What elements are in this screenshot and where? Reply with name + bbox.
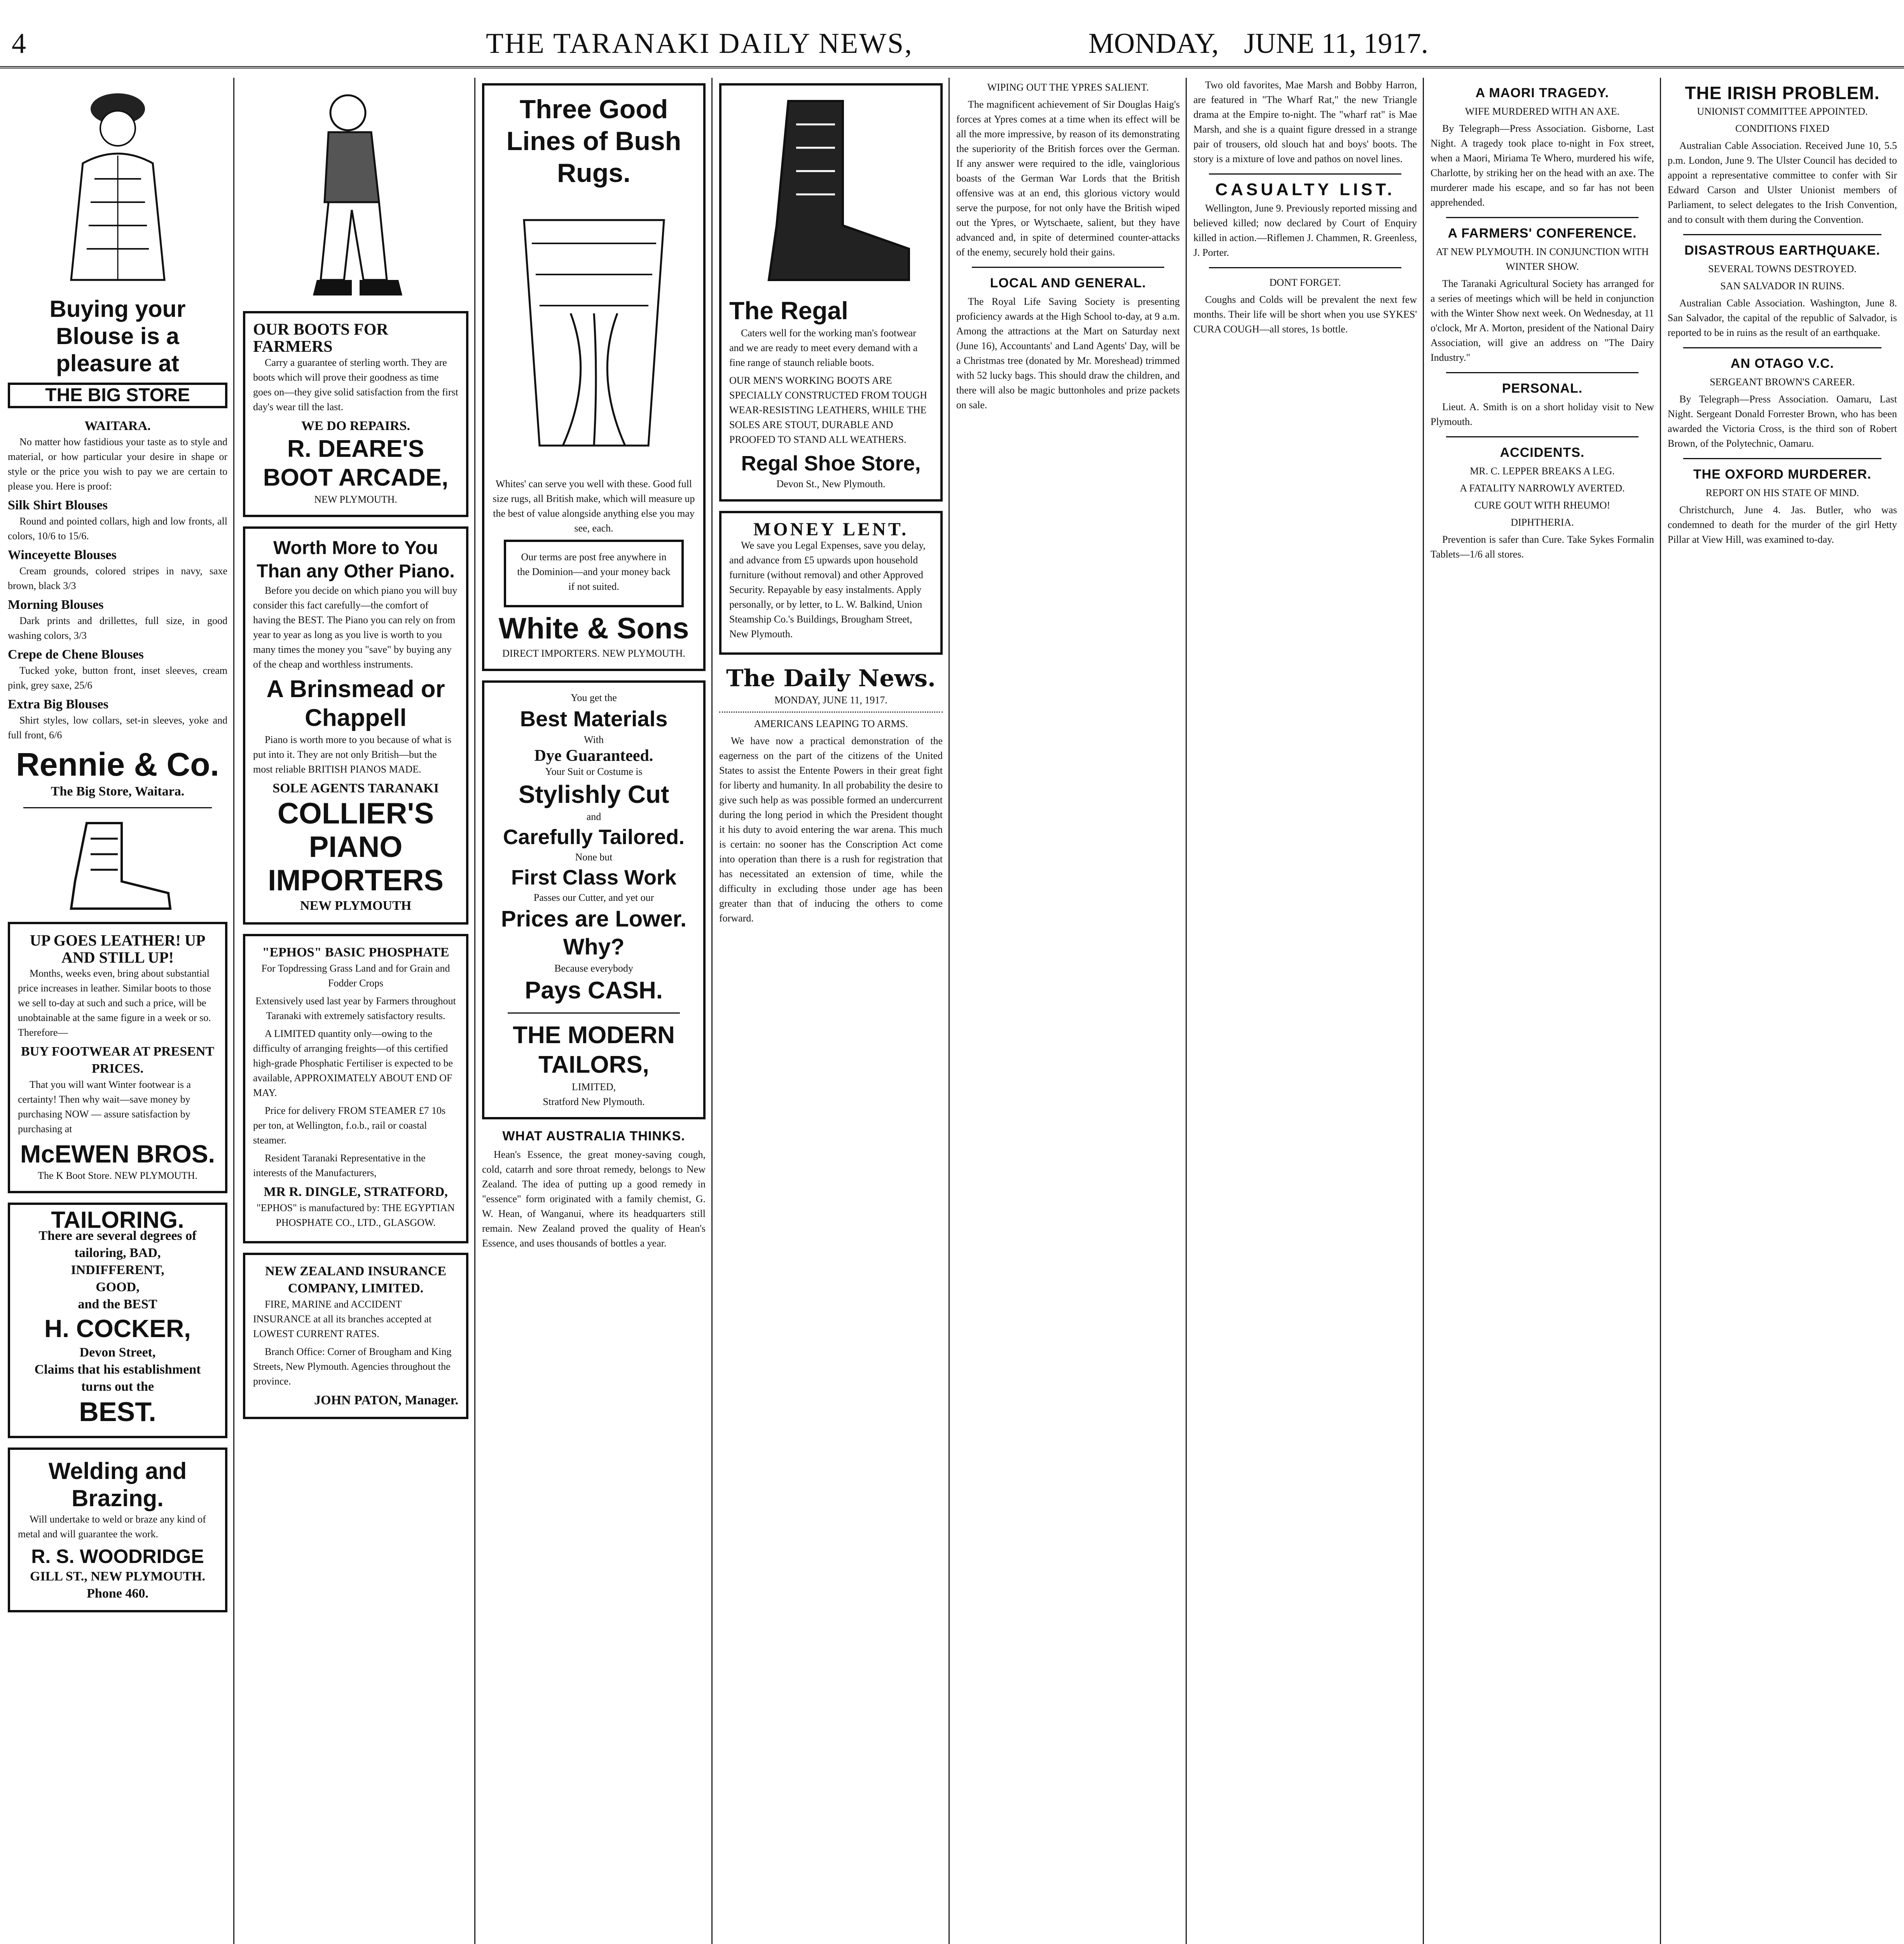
column-8 bbox=[1668, 78, 1897, 1944]
fatality-subhead: A FATALITY NARROWLY AVERTED. bbox=[1460, 483, 1625, 494]
phosphate-rep: MR R. DINGLE, STRATFORD, bbox=[264, 1185, 448, 1199]
tailors-because: Because everybody bbox=[554, 963, 633, 974]
tailoring-line: and the BEST bbox=[78, 1297, 157, 1311]
cocker-claim: Claims that his establishment turns out the bbox=[34, 1362, 201, 1394]
modern-tailors-address: Stratford New Plymouth. bbox=[543, 1096, 645, 1107]
woodridge-address: GILL ST., NEW PLYMOUTH. Phone 460. bbox=[30, 1569, 205, 1601]
cocker-street: Devon Street, bbox=[79, 1345, 156, 1360]
local-general-body: The Royal Life Saving Society is presenting proficiency awards at the High School to-day, at 9 a.m. Among the attractions at the Mart on Saturday next (June 16), Accountants' and Land Agents' Day, will be a Christmas tree (donated by Mr. Moreshead) trimmed with 52 lucky bags. This should draw the children, and there will also be magic buttonholes and prize packets on sale. bbox=[956, 296, 1180, 411]
tailoring-line: INDIFFERENT, bbox=[71, 1263, 164, 1277]
divider bbox=[508, 1012, 680, 1014]
tailors-and: and bbox=[586, 811, 601, 822]
mcewen-firm-sub: The K Boot Store. NEW PLYMOUTH. bbox=[38, 1170, 197, 1181]
column-rule bbox=[711, 78, 713, 1944]
maori-body: By Telegraph—Press Association. Gisborne, Last Night. A tragedy took place to-night in Fox street, when a Maori, Miriama Te Whero, murdered his wife, Charlotte, by striking her on the head with an axe. The murderer made his escape, and so far has not been apprehended. bbox=[1431, 123, 1654, 208]
piano-body2: Piano is worth more to you because of what is put into it. They are not only British—but the most reliable BRITISH PIANOS MADE. bbox=[253, 734, 452, 775]
rheumo-subhead: CURE GOUT WITH RHEUMO! bbox=[1474, 500, 1611, 511]
insurance-ad bbox=[243, 1253, 468, 1419]
diphtheria-subhead: DIPHTHERIA. bbox=[1511, 517, 1574, 528]
tailors-intro: You get the bbox=[571, 692, 617, 703]
divider bbox=[1446, 436, 1638, 437]
column-7 bbox=[1431, 78, 1654, 1944]
farmers-headline: A FARMERS' CONFERENCE. bbox=[1448, 226, 1637, 241]
oxford-murderer-headline: THE OXFORD MURDERER. bbox=[1693, 467, 1872, 482]
white-sons-firm-sub: DIRECT IMPORTERS. NEW PLYMOUTH. bbox=[502, 648, 685, 659]
piano-body: Before you decide on which piano you will buy consider this fact carefully—the comfort of having the BEST. The Piano you can rely on from year to year as long as you live is worth to you many times the money you "save" by buying any of the cheap and worthless instruments. bbox=[253, 585, 458, 670]
phosphate-price: Price for delivery FROM STEAMER £7 10s per ton, at Wellington, f.o.b., rail or coastal steamer. bbox=[253, 1105, 446, 1146]
tailoring-headline: TAILORING. bbox=[51, 1207, 184, 1233]
phosphate-ad bbox=[243, 934, 468, 1243]
welding-ad bbox=[8, 1448, 227, 1612]
divider bbox=[1446, 372, 1638, 373]
column-rule bbox=[474, 78, 475, 1944]
dont-forget-body: Coughs and Colds will be prevalent the next few months. Their life will be short when you use SYKES' CURA COUGH—all stores, 1s bottle. bbox=[1193, 294, 1417, 335]
leather-ad bbox=[8, 922, 227, 1193]
blouse-item-desc: Dark prints and drillettes, full size, in good washing colors, 3/3 bbox=[8, 615, 227, 641]
blouse-item bbox=[8, 596, 227, 643]
leather-headline: UP GOES LEATHER! UP AND STILL UP! bbox=[30, 932, 206, 966]
australia-headline: WHAT AUSTRALIA THINKS. bbox=[502, 1129, 685, 1143]
tailoring-line: tailoring, BAD, bbox=[74, 1246, 161, 1260]
divider bbox=[23, 807, 212, 808]
blouse-item-desc: Round and pointed collars, high and low fronts, all colors, 10/6 to 15/6. bbox=[8, 516, 227, 542]
blouse-item-name: Morning Blouses bbox=[8, 598, 104, 612]
woodridge-firm-name: R. S. WOODRIDGE bbox=[31, 1545, 204, 1567]
bush-rugs-ad bbox=[482, 83, 706, 671]
piano-ad bbox=[243, 526, 468, 925]
insurance-manager: JOHN PATON, Manager. bbox=[314, 1393, 458, 1407]
daily-news-date: MONDAY, JUNE 11, 1917. bbox=[774, 694, 887, 706]
diphtheria-body: Prevention is safer than Cure. Take Sykes Formalin Tablets—1/6 all stores. bbox=[1431, 534, 1654, 560]
editorial-headline: AMERICANS LEAPING TO ARMS. bbox=[754, 718, 908, 729]
tailors-with: With bbox=[584, 734, 604, 745]
blouse-ad-intro: No matter how fastidious your taste as to style and material, or how particular your desire in shape or style or the price you wish to pay we are certain to please you. Here is proof: bbox=[8, 436, 227, 492]
masthead-day: MONDAY, bbox=[1088, 28, 1219, 59]
column-1 bbox=[8, 78, 227, 1944]
blouse-item bbox=[8, 547, 227, 593]
casualty-headline: CASUALTY LIST. bbox=[1215, 180, 1395, 199]
rugs-post: Our terms are post free anywhere in the Dominion—and your money back if not suited. bbox=[517, 551, 671, 592]
earthquake-headline: DISASTROUS EARTHQUAKE. bbox=[1684, 243, 1880, 258]
rugs-headline: Three Good Lines of Bush Rugs. bbox=[506, 94, 681, 188]
column-rule bbox=[1423, 78, 1424, 1944]
piano-brand: A Brinsmead or Chappell bbox=[266, 676, 445, 731]
earthquake-subhead-2: SAN SALVADOR IN RUINS. bbox=[1720, 280, 1845, 292]
column-2 bbox=[243, 78, 468, 1944]
phosphate-body2: Extensively used last year by Farmers throughout Taranaki with extremely satisfactory results. bbox=[255, 995, 456, 1021]
blouse-item-desc: Shirt styles, low collars, set-in sleeves, yoke and full front, 6/6 bbox=[8, 715, 227, 741]
regal-mens: OUR MEN'S WORKING BOOTS ARE SPECIALLY CONSTRUCTED FROM TOUGH WEAR-RESISTING LEATHERS, WHILE THE SOLES ARE STOUT, DURABLE AND PROOFED TO STAND ALL WEATHERS. bbox=[729, 375, 928, 445]
tailoring-line: There are several degrees of bbox=[38, 1229, 197, 1243]
phosphate-manufactured: "EPHOS" is manufactured by: THE EGYPTIAN PHOSPHATE CO., LTD., GLASGOW. bbox=[257, 1202, 455, 1228]
tailors-line6: First Class Work bbox=[511, 866, 677, 889]
tailors-cash: Pays CASH. bbox=[525, 977, 663, 1004]
regal-address: Devon St., New Plymouth. bbox=[776, 478, 886, 489]
irish-subhead: UNIONIST COMMITTEE APPOINTED. bbox=[1697, 106, 1868, 117]
phosphate-headline: "EPHOS" BASIC PHOSPHATE bbox=[262, 945, 449, 960]
tailors-line5: Carefully Tailored. bbox=[503, 825, 685, 849]
insurance-body: FIRE, MARINE and ACCIDENT INSURANCE at all its branches accepted at LOWEST CURRENT RATES. bbox=[253, 1299, 432, 1339]
blouse-item-name: Crepe de Chene Blouses bbox=[8, 647, 144, 662]
maori-headline: A MAORI TRAGEDY. bbox=[1475, 86, 1609, 100]
boot-icon bbox=[746, 93, 917, 295]
insurance-headline: NEW ZEALAND INSURANCE COMPANY, LIMITED. bbox=[265, 1264, 446, 1295]
column-5 bbox=[956, 78, 1180, 1944]
deare-town: NEW PLYMOUTH. bbox=[314, 494, 397, 505]
divider bbox=[1683, 347, 1881, 348]
otago-vc-body: By Telegraph—Press Association. Oamaru, Last Night. Sergeant Donald Forrester Brown, who has been awarded the Victoria Cross, is the third son of Robert Brown, of the Polytechnic, Oamaru. bbox=[1668, 393, 1897, 449]
modern-tailors-ad bbox=[482, 680, 706, 1119]
modern-tailors-firm-name: THE MODERN TAILORS, bbox=[513, 1022, 675, 1078]
money-lent-ad bbox=[719, 511, 943, 655]
leather-call: BUY FOOTWEAR AT PRESENT PRICES. bbox=[21, 1044, 215, 1076]
local-general-headline: LOCAL AND GENERAL. bbox=[990, 276, 1146, 290]
tailors-line4: Stylishly Cut bbox=[518, 780, 669, 808]
big-store-name: THE BIG STORE bbox=[45, 385, 190, 406]
personal-body: Lieut. A. Smith is on a short holiday visit to New Plymouth. bbox=[1431, 401, 1654, 427]
welding-headline: Welding and Brazing. bbox=[48, 1458, 187, 1511]
welding-body: Will undertake to weld or braze any kind of metal and will guarantee the work. bbox=[18, 1514, 206, 1540]
blouse-item bbox=[8, 497, 227, 544]
divider bbox=[1209, 267, 1401, 268]
irish-subhead-2: CONDITIONS FIXED bbox=[1735, 123, 1829, 134]
column-rule bbox=[1186, 78, 1187, 1944]
boots-ad bbox=[243, 311, 468, 517]
column-6 bbox=[1193, 78, 1417, 1944]
boots-headline: OUR BOOTS FOR FARMERS bbox=[253, 321, 388, 356]
tailors-line1: Best Materials bbox=[520, 706, 668, 731]
page-number: 4 bbox=[12, 28, 26, 59]
rennie-firm-name: Rennie & Co. bbox=[16, 746, 219, 783]
divider bbox=[1683, 458, 1881, 459]
piano-agents: SOLE AGENTS TARANAKI bbox=[272, 781, 439, 795]
leather-body: Months, weeks even, bring about substantial price increases in leather. Similar boots to those we sell to-day at such and such a price, will be unobtainable at the same figure in a week or so. Therefore— bbox=[18, 968, 211, 1038]
blouse-item-desc: Cream grounds, colored stripes in navy, saxe brown, black 3/3 bbox=[8, 565, 227, 591]
tailoring-ad bbox=[8, 1203, 227, 1438]
column-4 bbox=[719, 78, 943, 1944]
otago-vc-headline: AN OTAGO V.C. bbox=[1730, 356, 1834, 371]
maori-subhead: WIFE MURDERED WITH AN AXE. bbox=[1465, 106, 1620, 117]
leather-body2: That you will want Winter footwear is a certainty! Then why wait—save money by purchasing NOW — assure satisfaction by purchasing at bbox=[18, 1079, 191, 1135]
white-sons-firm-name: White & Sons bbox=[498, 612, 689, 645]
dont-forget-headline: DONT FORGET. bbox=[1269, 277, 1341, 288]
column-rule bbox=[949, 78, 950, 1944]
accidents-headline: ACCIDENTS. bbox=[1500, 445, 1585, 460]
tailors-why: Why? bbox=[563, 934, 625, 960]
australia-body: Hean's Essence, the great money-saving cough, cold, catarrh and sore throat remedy, belongs to New Zealand. The idea of putting up a good remedy in "essence" form originated with a family chemist, G. W. Hean, of Wanganui, where its headquarters still remain. New Zealand proved the quality of Hean's Essence, and uses thousands of bottles a year. bbox=[482, 1149, 706, 1249]
regal-intro: Caters well for the working man's footwear and we are ready to meet every demand with a fine range of staunch reliable boots. bbox=[729, 327, 918, 368]
tailors-line8: Prices are Lower. bbox=[501, 906, 687, 932]
column-3 bbox=[482, 78, 706, 1944]
casualty-body: Wellington, June 9. Previously reported missing and believed killed; now declared by Court of Enquiry killed in action.—Riflemen J. Chammen, R. Greenless, J. Porter. bbox=[1193, 203, 1417, 258]
collier-firm-name: COLLIER'S PIANO IMPORTERS bbox=[268, 797, 444, 897]
oxford-murderer-body: Christchurch, June 4. Jas. Butler, who was condemned to death for the murder of the girl Hetty Pillar at View Hill, was examined to-day. bbox=[1668, 504, 1897, 545]
irish-headline: THE IRISH PROBLEM. bbox=[1685, 83, 1880, 103]
personal-headline: PERSONAL. bbox=[1502, 381, 1583, 396]
regal-headline: The Regal bbox=[729, 297, 848, 325]
irish-body: Australian Cable Association. Received June 10, 5.5 p.m. London, June 9. The Ulster Council has decided to appoint a representative committee to confer with Sir Edward Carson and Ulster Unionist members of Parliament, to select delegates to the Irish Convention, and to consult with them during the Convention. bbox=[1668, 140, 1897, 225]
blouse-item-name: Extra Big Blouses bbox=[8, 697, 108, 712]
lepper-subhead: MR. C. LEPPER BREAKS A LEG. bbox=[1470, 465, 1615, 477]
insurance-office: Branch Office: Corner of Brougham and King Streets, New Plymouth. Agencies throughout the province. bbox=[253, 1346, 452, 1387]
rugs-terms-box bbox=[504, 540, 684, 607]
mcewen-firm-name: McEWEN BROS. bbox=[20, 1140, 215, 1168]
ypres-body: The magnificent achievement of Sir Douglas Haig's forces at Ypres comes at a time when its effect will be all the more impressive, by reason of its demonstrating the superiority of the British forces over the German. If any answer were required to the idle, vainglorious boasts of the German War Lords that the British offensive was at an end, this glorious victory would serve the purpose, for not only have the British wiped out the Ypres, or Wytschaete, salient, but they have advanced and, in spite of determined counter-attacks of the enemy, securely hold their gains. bbox=[956, 99, 1180, 258]
farmers-body: The Taranaki Agricultural Society has arranged for a series of meetings which will be held in conjunction with the Winter Show next week. On Wednesday, at 11 o'clock, Mr A. Morton, president of the National Dairy Association, will give an address on "The Dairy Industry." bbox=[1431, 278, 1654, 363]
cocker-firm-name: H. COCKER, bbox=[44, 1315, 191, 1343]
tailoring-line: GOOD, bbox=[96, 1280, 140, 1294]
collier-town: NEW PLYMOUTH bbox=[300, 899, 412, 913]
divider bbox=[972, 267, 1164, 268]
blouse-item bbox=[8, 696, 227, 743]
rennie-firm-sub: The Big Store, Waitara. bbox=[51, 784, 185, 799]
bush-rug-illustration bbox=[508, 197, 680, 469]
boot-icon bbox=[56, 815, 180, 916]
farmers-subhead: AT NEW PLYMOUTH. IN CONJUNCTION WITH WINTER SHOW. bbox=[1436, 246, 1649, 272]
paper-title: THE TARANAKI DAILY NEWS, bbox=[486, 28, 913, 59]
money-headline: MONEY LENT. bbox=[753, 519, 909, 540]
oxford-murderer-subhead: REPORT ON HIS STATE OF MIND. bbox=[1705, 487, 1859, 498]
phosphate-resident: Resident Taranaki Representative in the interests of the Manufacturers, bbox=[253, 1152, 426, 1178]
blouse-item-desc: Tucked yoke, button front, inset sleeves, cream pink, grey saxe, 25/6 bbox=[8, 665, 227, 691]
phosphate-body: For Topdressing Grass Land and for Grain and Fodder Crops bbox=[261, 963, 450, 989]
blouse-item-name: Winceyette Blouses bbox=[8, 548, 117, 562]
masthead bbox=[0, 23, 1904, 68]
rugs-caption: Whites' can serve you well with these. Good full size rugs, all British make, which will measure up the best of value alongside anything else you may see, each. bbox=[493, 478, 695, 534]
blouse-item-name: Silk Shirt Blouses bbox=[8, 498, 108, 512]
tailors-line2: Dye Guaranteed. bbox=[534, 747, 653, 765]
ypres-headline: WIPING OUT THE YPRES SALIENT. bbox=[987, 82, 1149, 93]
column6-body: Two old favorites, Mae Marsh and Bobby Harron, are featured in "The Wharf Rat," the new Triangle drama at the Empire to-night. The "wharf rat" is Mae Marsh, and she is a quaint figure dressed in a strange pair of trousers, old slouch hat and boys' boots. The story is a mixture of love and pathos on novel lines. bbox=[1193, 79, 1417, 164]
earthquake-body: Australian Cable Association. Washington, June 8. San Salvador, the capital of the republic of Salvador, is reported to be in ruins as the result of an earthquake. bbox=[1668, 297, 1897, 338]
deare-firm-name: R. DEARE'S BOOT ARCADE, bbox=[263, 435, 449, 491]
earthquake-subhead: SEVERAL TOWNS DESTROYED. bbox=[1708, 263, 1857, 274]
modern-tailors-limited: LIMITED, bbox=[571, 1081, 616, 1093]
column-rule bbox=[233, 78, 234, 1944]
cocker-best: BEST. bbox=[79, 1397, 156, 1427]
daily-news-title: The Daily News. bbox=[726, 665, 936, 692]
editorial-body: We have now a practical demonstration of the eagerness on the part of the citizens of the United States to assist the Entente Powers in their great fight for liberty and humanity. In all probability the desire to give such help as was possible formed an undercurrent during the long period in which the President thought it his duty to avoid entering the war arena. This much is certain: no sooner has the Conscription Act come into operation than there is a rush for registration that has necessitated an extension of time, while the difficulty in excluding those under age has been greater than that of inducing the others to come forward. bbox=[719, 735, 943, 924]
tailors-none: None but bbox=[575, 851, 613, 863]
divider bbox=[719, 712, 943, 713]
divider bbox=[1209, 173, 1401, 175]
store-town: WAITARA. bbox=[84, 419, 151, 433]
divider bbox=[1683, 234, 1881, 235]
tailors-line7: Passes our Cutter, and yet our bbox=[533, 892, 654, 903]
regal-ad bbox=[719, 83, 943, 502]
regal-firm-name: Regal Shoe Store, bbox=[741, 452, 921, 475]
phosphate-notice: A LIMITED quantity only—owing to the difficulty of arranging freights—of this certified high-grade Phosphatic Fertiliser is expected to be available, APPROXIMATELY ABOUT END OF MAY. bbox=[253, 1028, 453, 1098]
blouse-ad-headline: Buying your Blouse is a pleasure at bbox=[49, 296, 186, 376]
money-body: We save you Legal Expenses, save you delay, and advance from £5 upwards upon household furniture (without removal) and other Approved Security. Repayable by easy instalments. Apply personally, or by letter, to L. W. Balkind, Union Steamship Co.'s Buildings, Brougham Street, New Plymouth. bbox=[729, 540, 926, 640]
otago-vc-subhead: SERGEANT BROWN'S CAREER. bbox=[1710, 376, 1855, 388]
divider bbox=[1446, 217, 1638, 218]
woman-in-blouse-illustration bbox=[59, 78, 176, 295]
big-store-banner bbox=[8, 383, 227, 408]
boots-repairs: WE DO REPAIRS. bbox=[301, 419, 410, 433]
tailors-line3: Your Suit or Costume is bbox=[545, 766, 643, 777]
blouse-item bbox=[8, 646, 227, 693]
piano-headline: Worth More to You Than any Other Piano. bbox=[257, 538, 455, 582]
farmer-boots-illustration bbox=[286, 86, 426, 303]
column-rule bbox=[1660, 78, 1661, 1944]
boots-body: Carry a guarantee of sterling worth. They are boots which will prove their goodness as time goes on—they give solid satisfaction from the first day's wear till the last. bbox=[253, 357, 458, 413]
masthead-date: JUNE 11, 1917. bbox=[1244, 28, 1429, 59]
